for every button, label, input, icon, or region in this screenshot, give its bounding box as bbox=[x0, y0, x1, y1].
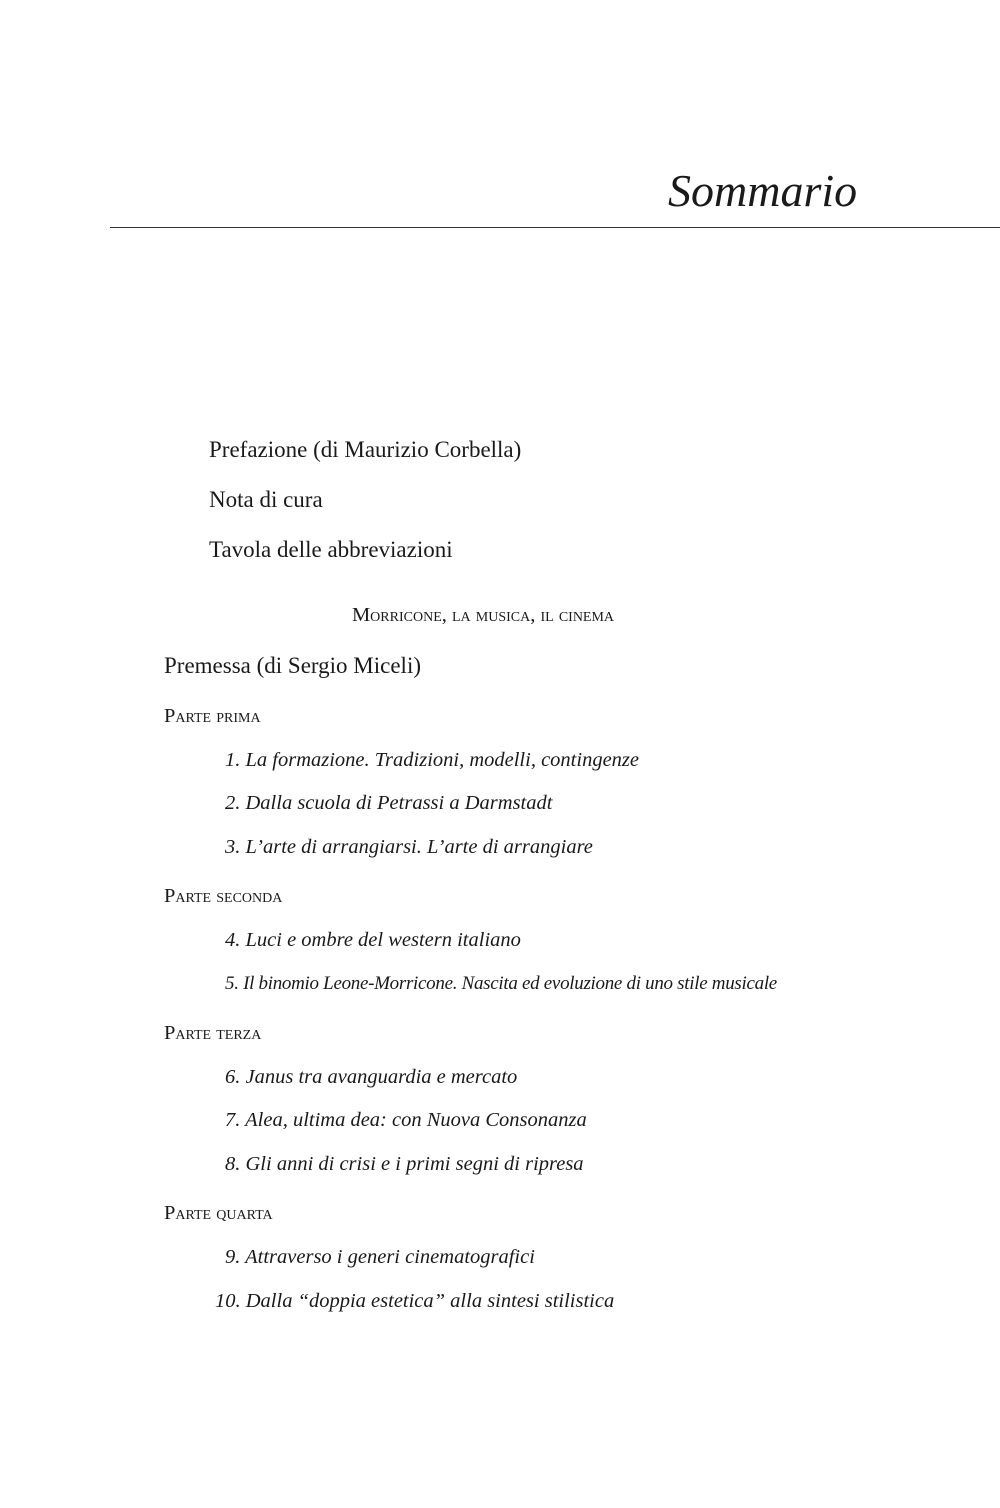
toc-chapter-label: 5. Il binomio Leone-Morricone. Nascita ed evoluzione di uno stile musicale bbox=[225, 973, 777, 994]
toc-part-label: Parte quarta bbox=[164, 1202, 273, 1224]
toc-part-label: Parte seconda bbox=[164, 885, 283, 907]
page-title: Sommario bbox=[668, 165, 858, 216]
toc-chapter-label: 9. Attraverso i generi cinematografici bbox=[225, 1246, 535, 1268]
toc-chapter-label: 7. Alea, ultima dea: con Nuova Consonanza bbox=[225, 1109, 587, 1131]
toc-entry-label: Nota di cura bbox=[209, 487, 323, 512]
toc-chapter-label: 3. L’arte di arrangiarsi. L’arte di arrangiare bbox=[225, 836, 593, 858]
toc-entry-label: Prefazione (di Maurizio Corbella) bbox=[209, 437, 522, 462]
title-rule bbox=[110, 227, 1000, 228]
toc-part-label: Parte terza bbox=[164, 1022, 262, 1044]
toc-chapter-label: 1. La formazione. Tradizioni, modelli, contingenze bbox=[225, 749, 639, 771]
toc-chapter-label: 10. Dalla “doppia estetica” alla sintesi stilistica bbox=[215, 1290, 615, 1312]
toc-chapter-label: 8. Gli anni di crisi e i primi segni di ripresa bbox=[225, 1153, 584, 1175]
toc-chapter-label: 2. Dalla scuola di Petrassi a Darmstadt bbox=[225, 792, 553, 814]
toc-entry-label: Premessa (di Sergio Miceli) bbox=[164, 653, 421, 678]
toc-chapter-label: 4. Luci e ombre del western italiano bbox=[225, 929, 521, 951]
toc-part-label: Parte prima bbox=[164, 705, 261, 727]
toc-chapter-label: 6. Janus tra avanguardia e mercato bbox=[225, 1066, 518, 1088]
section-heading: Morricone, la musica, il cinema bbox=[351, 604, 615, 626]
toc-entry-label: Tavola delle abbreviazioni bbox=[209, 537, 453, 562]
